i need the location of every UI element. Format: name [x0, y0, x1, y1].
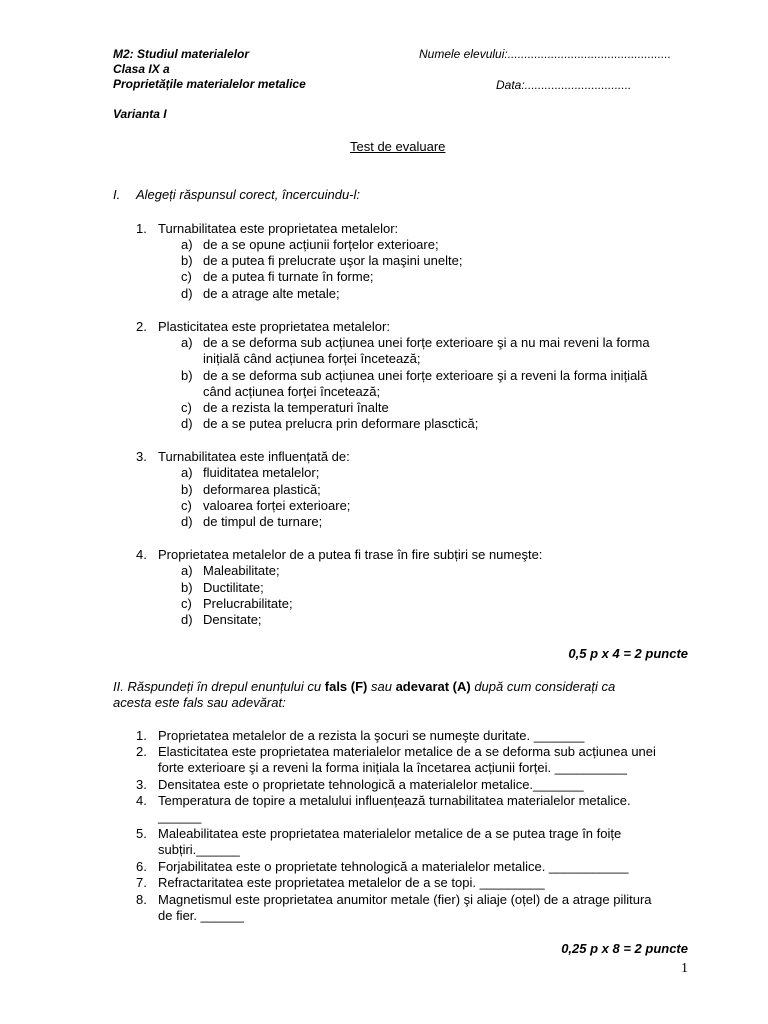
question-number: 3.: [136, 449, 147, 464]
option-3c: c) valoarea forței exterioare;: [181, 498, 351, 513]
question-3: [136, 449, 350, 465]
option-1d: d) de a atrage alte metale;: [181, 286, 340, 301]
statement-2: 2. Elasticitatea este proprietatea materialelor metalice de a se deforma sub acțiunea unei: [136, 744, 656, 759]
section-1-score: 0,5 p x 4 = 2 puncte: [568, 646, 688, 661]
date-field: Data:................................: [496, 78, 632, 92]
option-1c: c) de a putea fi turnate în forme;: [181, 269, 374, 284]
section-2-instruction-cont: acesta este fals sau adevărat:: [113, 695, 286, 710]
option-3b: b) deformarea plastică;: [181, 482, 321, 497]
statement-1: 1. Proprietatea metalelor de a rezista la şocuri se numeşte duritate. _______: [136, 728, 585, 743]
statement-7: 7. Refractaritatea este proprietatea metalelor de a se topi. _________: [136, 875, 545, 890]
section-1-roman: I.: [113, 187, 121, 202]
fals-label: fals (F): [324, 679, 368, 694]
statement-6: 6. Forjabilitatea este o proprietate tehnologică a materialelor metalice. ___________: [136, 859, 629, 874]
adevarat-label: adevarat (A): [395, 679, 471, 694]
question-text: Plasticitatea este proprietatea metalelor:: [158, 319, 390, 334]
option-1a: a) de a se opune acțiunii forțelor exterioare;: [181, 237, 439, 252]
section-1-heading: [113, 187, 360, 203]
class-label: Clasa IX a: [113, 62, 170, 76]
statement-2-cont: forte exterioare şi a reveni la forma inițiala la încetarea acțiunii forței. __________: [158, 760, 627, 775]
question-text: Turnabilitatea este influențată de:: [158, 449, 350, 464]
option-2d: d) de a se putea prelucra prin deformare plasctică;: [181, 416, 479, 431]
module-title: M2: Studiul materialelor: [113, 47, 250, 61]
chapter-title: Proprietățile materialelor metalice: [113, 77, 306, 91]
question-text: Proprietatea metalelor de a putea fi trase în fire subțiri se numeşte:: [158, 547, 543, 562]
statement-5: 5. Maleabilitatea este proprietatea materialelor metalice de a se putea trage în foițe: [136, 826, 622, 841]
statement-8: 8. Magnetismul este proprietatea anumitor metale (fier) şi aliaje (oțel) de a atrage pilitura: [136, 892, 652, 907]
option-2c: c) de a rezista la temperaturi înalte: [181, 400, 389, 415]
student-name-field: Numele elevului:.................................................: [419, 47, 672, 61]
statement-4: 4. Temperatura de topire a metalului influențează turnabilitatea materialelor metalice.: [136, 793, 631, 808]
page-number: 1: [681, 961, 688, 976]
question-number: 1.: [136, 221, 147, 236]
option-3a: a) fluiditatea metalelor;: [181, 465, 320, 480]
statement-3: 3. Densitatea este o proprietate tehnologică a materialelor metalice._______: [136, 777, 584, 792]
option-4c: c) Prelucrabilitate;: [181, 596, 293, 611]
statement-4-cont: ______: [158, 809, 202, 824]
statement-5-cont: subțiri.______: [158, 842, 240, 857]
test-title: Test de evaluare: [350, 139, 446, 154]
variant-label: Varianta I: [113, 107, 167, 121]
option-1b: b) de a putea fi prelucrate uşor la maşini unelte;: [181, 253, 463, 268]
question-1: [136, 221, 398, 237]
option-3d: d) de timpul de turnare;: [181, 514, 323, 529]
statement-8-cont: de fier. ______: [158, 908, 245, 923]
question-text: Turnabilitatea este proprietatea metalelor:: [158, 221, 399, 236]
option-4d: d) Densitate;: [181, 612, 262, 627]
option-2b-cont: când acțiunea forței încetează;: [203, 384, 381, 399]
question-4: [136, 547, 542, 563]
question-number: 4.: [136, 547, 147, 562]
option-2b: b) de a se deforma sub acțiunea unei forțe exterioare şi a reveni la forma inițială: [181, 368, 648, 383]
section-2-instruction: II. Răspundeți în drepul enunțului cu fals (F) sau adevarat (A) după cum considerați ca: [113, 679, 616, 694]
option-4a: a) Maleabilitate;: [181, 563, 280, 578]
question-2: [136, 319, 390, 335]
option-2a: a) de a se deforma sub acțiunea unei forțe exterioare şi a nu mai reveni la forma: [181, 335, 650, 350]
section-1-instruction: Alegeți răspunsul corect, încercuindu-l:: [136, 187, 361, 202]
option-4b: b) Ductilitate;: [181, 580, 264, 595]
option-2a-cont: inițială când acțiunea forței încetează;: [203, 351, 421, 366]
question-number: 2.: [136, 319, 147, 334]
section-2-score: 0,25 p x 8 = 2 puncte: [561, 941, 688, 956]
